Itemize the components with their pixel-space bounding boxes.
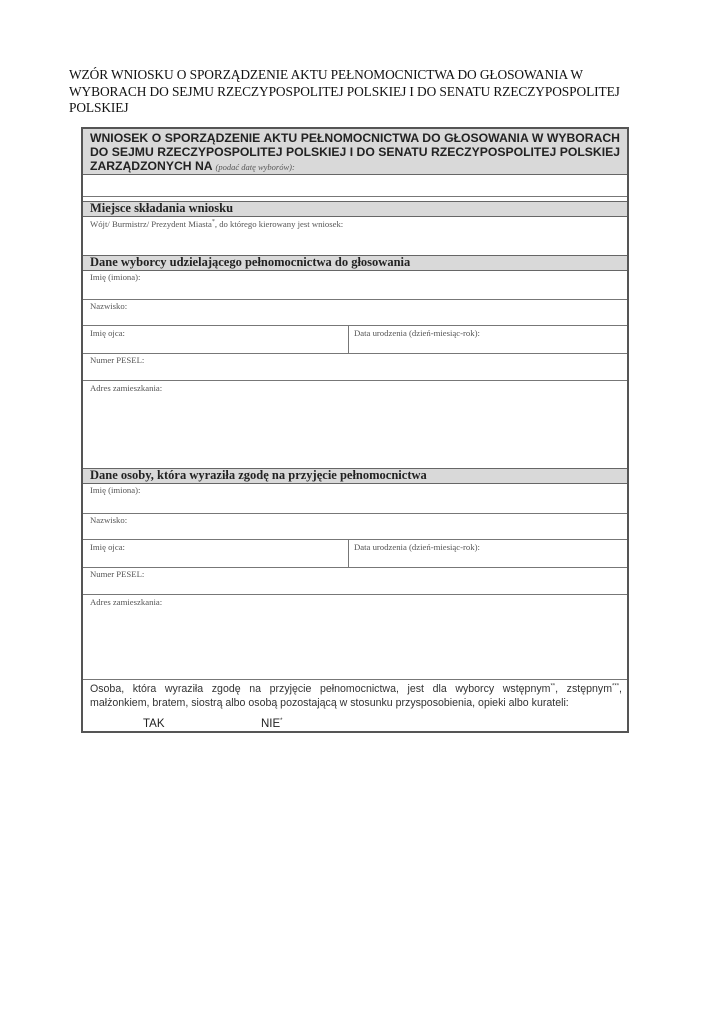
section-place: Miejsce składania wniosku [83, 201, 627, 217]
voter-father-name-label: Imię ojca: [90, 328, 125, 338]
application-form [81, 127, 629, 733]
proxy-address-label: Adres zamieszkania: [90, 597, 163, 607]
form-header [83, 129, 627, 175]
proxy-surname-field[interactable] [83, 514, 627, 539]
proxy-birth-date-field[interactable] [349, 540, 627, 567]
proxy-surname-label: Nazwisko: [90, 515, 128, 525]
form-header-title: WNIOSEK O SPORZĄDZENIE AKTU PEŁNOMOCNICTWA DO GŁOSOWANIA W WYBORACH DO SEJMU RZECZYPOSPOLITEJ POLSKIEJ I DO SENATU RZECZYPOSPOLITEJ POLSKIEJ ZARZĄDZONYCH NA [90, 131, 620, 173]
option-yes[interactable]: TAK [143, 718, 165, 730]
voter-pesel-field[interactable] [83, 354, 627, 380]
voter-surname-field[interactable] [83, 300, 627, 325]
proxy-pesel-label: Numer PESEL: [90, 569, 145, 579]
voter-first-names-field[interactable] [83, 271, 627, 298]
voter-father-name-field[interactable] [83, 326, 348, 353]
election-date-field[interactable] [83, 196, 627, 197]
proxy-birth-date-label: Data urodzenia (dzień-miesiąc-rok): [354, 542, 480, 552]
proxy-father-name-field[interactable] [83, 540, 348, 567]
proxy-pesel-field[interactable] [83, 568, 627, 594]
voter-address-field[interactable] [83, 381, 627, 466]
section-proxy: Dane osoby, która wyraziła zgodę na przyjęcie pełnomocnictwa [83, 468, 627, 484]
voter-surname-label: Nazwisko: [90, 301, 128, 311]
voter-birth-date-field[interactable] [349, 326, 627, 353]
voter-birth-date-label: Data urodzenia (dzień-miesiąc-rok): [354, 328, 480, 338]
proxy-address-field[interactable] [83, 595, 627, 679]
relation-statement: Osoba, która wyraziła zgodę na przyjęcie pełnomocnictwa, jest dla wyborcy wstępnym**, zstępnym***, [90, 683, 622, 695]
proxy-first-names-label: Imię (imiona): [90, 485, 141, 495]
section-voter: Dane wyborcy udzielającego pełnomocnictwa do głosowania [83, 255, 627, 271]
divider [83, 679, 627, 680]
form-header-text [90, 131, 620, 174]
relation-statement-line2: małżonkiem, bratem, siostrą albo osobą pozostającą w stosunku przysposobienia, opieki albo kurateli: [90, 697, 569, 709]
option-no[interactable]: NIE* [261, 718, 283, 730]
voter-first-names-label: Imię (imiona): [90, 272, 141, 282]
official-field[interactable] [83, 217, 627, 253]
election-date-hint: (podać datę wyborów): [215, 162, 295, 172]
voter-address-label: Adres zamieszkania: [90, 383, 163, 393]
document-title: WZÓR WNIOSKU O SPORZĄDZENIE AKTU PEŁNOMOCNICTWA DO GŁOSOWANIA W WYBORACH DO SEJMU RZECZYPOSPOLITEJ POLSKIEJ I DO SENATU RZECZYPOSPOLITEJ POLSKIEJ [69, 67, 620, 115]
official-label: Wójt/ Burmistrz/ Prezydent Miasta*, do którego kierowany jest wniosek: [90, 219, 344, 229]
proxy-father-name-label: Imię ojca: [90, 542, 125, 552]
voter-pesel-label: Numer PESEL: [90, 355, 145, 365]
proxy-first-names-field[interactable] [83, 484, 627, 512]
